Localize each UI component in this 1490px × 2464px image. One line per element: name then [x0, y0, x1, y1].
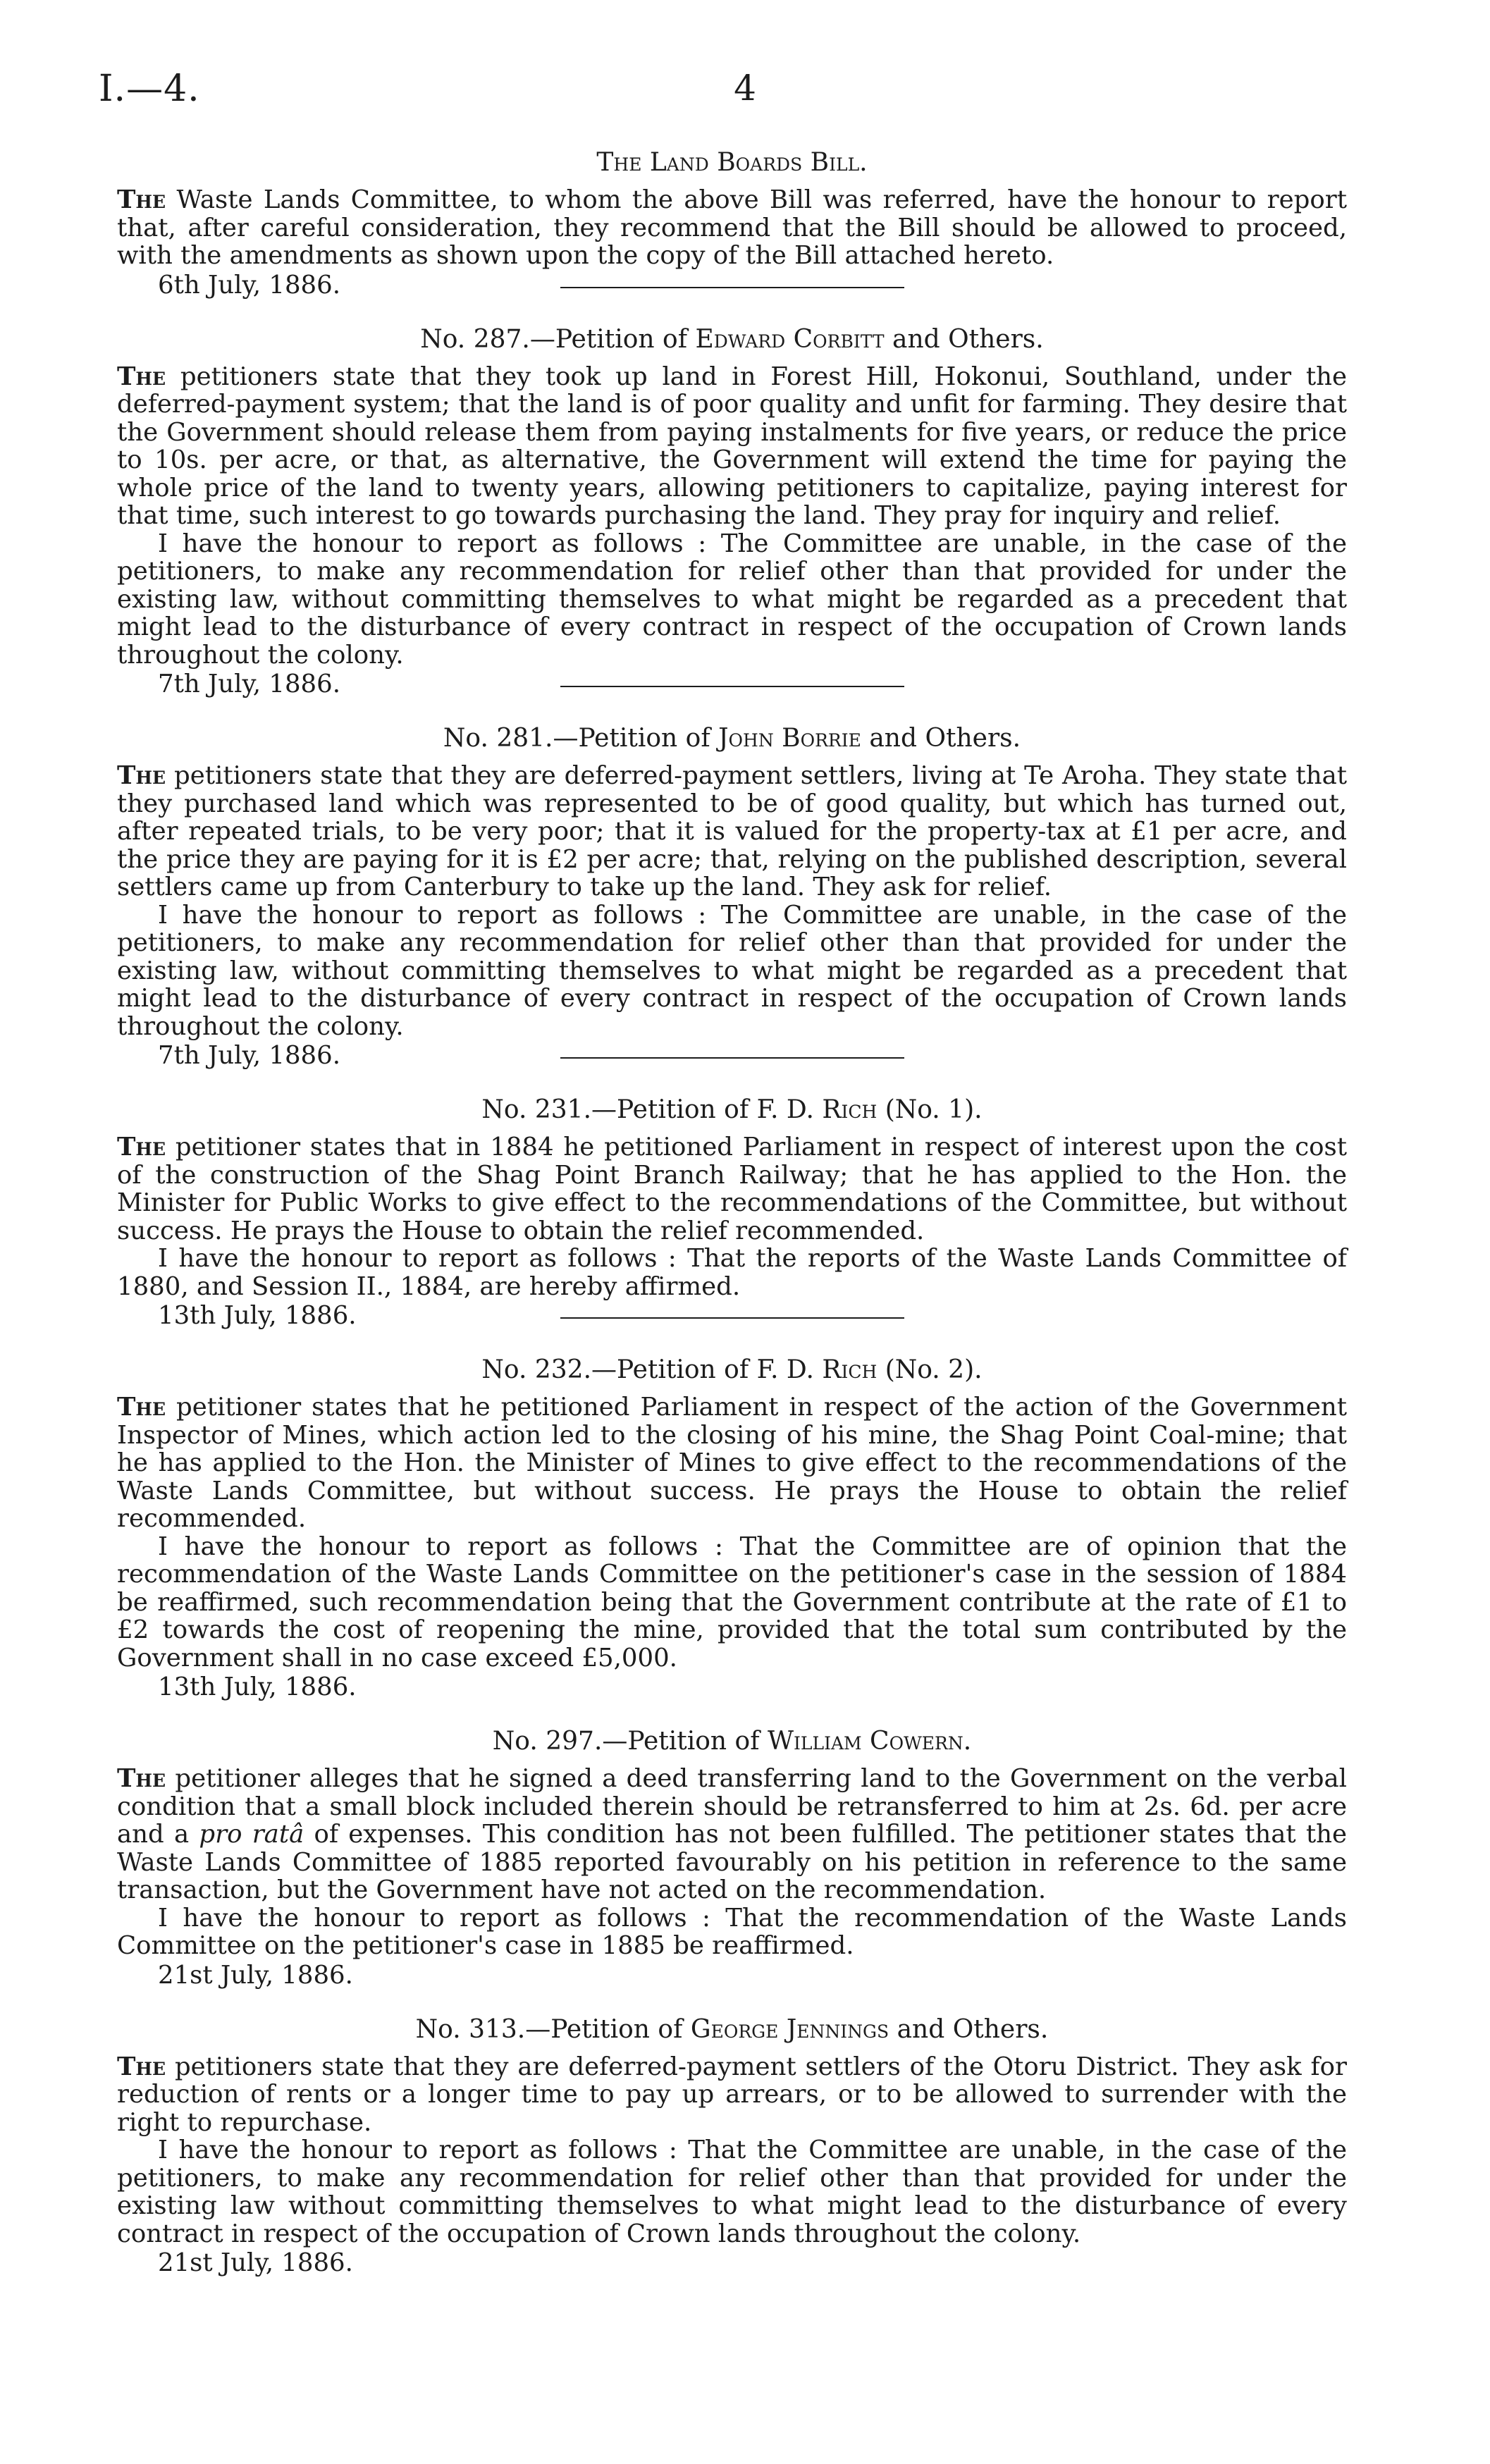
- report-text: I have the honour to report as follows : The Committee are unable, in the case of the petitioners, to make any recommendation for relief other than that provided for under the existing law, without committing themselves to what might be regarded as a precedent that might lead to the disturbance of every contract in respect of the occupation of Crown lands throughout the colony.: [117, 529, 1347, 670]
- petition-text: The petitioner alleges that he signed a deed transferring land to the Government on the verbal condition that a small block included therein should be retransferred to him at 2s. 6d. per acre and a pro ratâ of expenses. This condition has not been fulfilled. The petitioner states that the Waste Lands Committee of 1885 reported favourably on his petition in reference to the same transaction, but the Government have not acted on the recommendation.: [117, 1764, 1347, 1904]
- report-section: [117, 1725, 1347, 1991]
- dateline: [117, 2248, 1347, 2279]
- section-heading: No. 232.—Petition of F. D. Rich (No. 2).: [481, 1355, 983, 1384]
- section-divider: [560, 287, 904, 288]
- report-text: I have the honour to report as follows : That the Committee are of opinion that the recommendation of the Waste Lands Committee on the petitioner's case in the session of 1884 be reaffirmed, such recommendation being that the Government contribute at the rate of £1 to £2 towards the cost of reopening the mine, provided that the total sum contributed by the Government shall in no case exceed £5,000.: [117, 1532, 1347, 1673]
- petition-text: The petitioners state that they are deferred-payment settlers, living at Te Aroha. They state that they purchased land which was represented to be of good quality, but which has turned out, after repeated trials, to be very poor; that it is valued for the property-tax at £1 per acre, and the price they are paying for it is £2 per acre; that, relying on the published description, several settlers came up from Canterbury to take up the land. They ask for relief.: [117, 761, 1347, 901]
- report-text: I have the honour to report as follows : That the reports of the Waste Lands Committee of 1880, and Session II., 1884, are hereby affirmed.: [117, 1244, 1347, 1301]
- dateline: [117, 1040, 1347, 1071]
- report-section: [117, 1094, 1347, 1331]
- section-heading: No. 231.—Petition of F. D. Rich (No. 1).: [481, 1095, 983, 1124]
- report-section: [117, 324, 1347, 701]
- report-date: 13th July, 1886.: [158, 1301, 357, 1330]
- report-text: I have the honour to report as follows : That the Committee are unable, in the case of the petitioners, to make any recommendation for relief other than that provided for under the existing law without committing themselves to what might lead to the disturbance of every contract in respect of the occupation of Crown lands throughout the colony.: [117, 2136, 1347, 2248]
- report-section: [117, 722, 1347, 1071]
- report-section: [117, 1354, 1347, 1703]
- petition-text: The petitioners state that they took up land in Forest Hill, Hokonui, Southland, under the deferred-payment system; that the land is of poor quality and unfit for farming. They desire that the Government should release them from paying instalments for five years, or reduce the price to 10s. per acre, or that, as alternative, the Government will extend the time for paying the whole price of the land to twenty years, allowing petitioners to capitalize, paying interest for that time, such interest to go towards purchasing the land. They pray for inquiry and relief.: [117, 362, 1347, 530]
- dateline: [117, 1672, 1347, 1703]
- dateline: [117, 270, 1347, 301]
- report-date: 7th July, 1886.: [158, 1041, 340, 1070]
- petition-text: The petitioner states that in 1884 he petitioned Parliament in respect of interest upon the cost of the construction of the Shag Point Branch Railway; that he has applied to the Hon. the Minister for Public Works to give effect to the recommendations of the Committee, but without success. He prays the House to obtain the relief recommended.: [117, 1133, 1347, 1245]
- section-heading: No. 313.—Petition of George Jennings and Others.: [415, 2014, 1049, 2044]
- section-divider: [560, 686, 904, 687]
- report-text: I have the honour to report as follows : That the recommendation of the Waste Lands Committee on the petitioner's case in 1885 be reaffirmed.: [117, 1903, 1347, 1960]
- section-heading: No. 287.—Petition of Edward Corbitt and Others.: [420, 324, 1044, 354]
- section-heading: No. 297.—Petition of William Cowern.: [492, 1727, 972, 1756]
- report-body: [117, 147, 1347, 2301]
- petition-text: The petitioner states that he petitioned Parliament in respect of the action of the Government Inspector of Mines, which action led to the closing of his mine, the Shag Point Coal-mine; that he has applied to the Hon. the Minister of Mines to give effect to the recommendations of the Waste Lands Committee, but without success. He prays the House to obtain the relief recommended.: [117, 1393, 1347, 1533]
- report-text: I have the honour to report as follows : The Committee are unable, in the case of the petitioners, to make any recommendation for relief other than that provided for under the existing law, without committing themselves to what might be regarded as a precedent that might lead to the disturbance of every contract in respect of the occupation of Crown lands throughout the colony.: [117, 900, 1347, 1041]
- petition-text: The petitioners state that they are deferred-payment settlers of the Otoru District. They ask for reduction of rents or a longer time to pay up arrears, or to be allowed to surrender with the right to repurchase.: [117, 2052, 1347, 2137]
- paper-reference: I.—4.: [99, 68, 200, 110]
- dateline: [117, 1960, 1347, 1991]
- dateline: [117, 669, 1347, 700]
- report-date: 6th July, 1886.: [158, 270, 340, 300]
- dateline: [117, 1300, 1347, 1331]
- section-divider: [560, 1057, 904, 1059]
- report-date: 13th July, 1886.: [158, 1673, 357, 1701]
- report-section: [117, 147, 1347, 301]
- report-date: 21st July, 1886.: [158, 2248, 353, 2277]
- petition-text: The Waste Lands Committee, to whom the above Bill was referred, have the honour to report that, after careful consideration, they recommend that the Bill should be allowed to proceed, with the amendments as shown upon the copy of the Bill attached hereto.: [117, 185, 1347, 270]
- report-date: 7th July, 1886.: [158, 670, 340, 698]
- section-heading: No. 281.—Petition of John Borrie and Others.: [443, 724, 1021, 753]
- page-number: 4: [734, 68, 756, 109]
- section-heading: The Land Boards Bill.: [596, 148, 868, 177]
- report-date: 21st July, 1886.: [158, 1960, 353, 1990]
- section-divider: [560, 1317, 904, 1319]
- report-section: [117, 2014, 1347, 2279]
